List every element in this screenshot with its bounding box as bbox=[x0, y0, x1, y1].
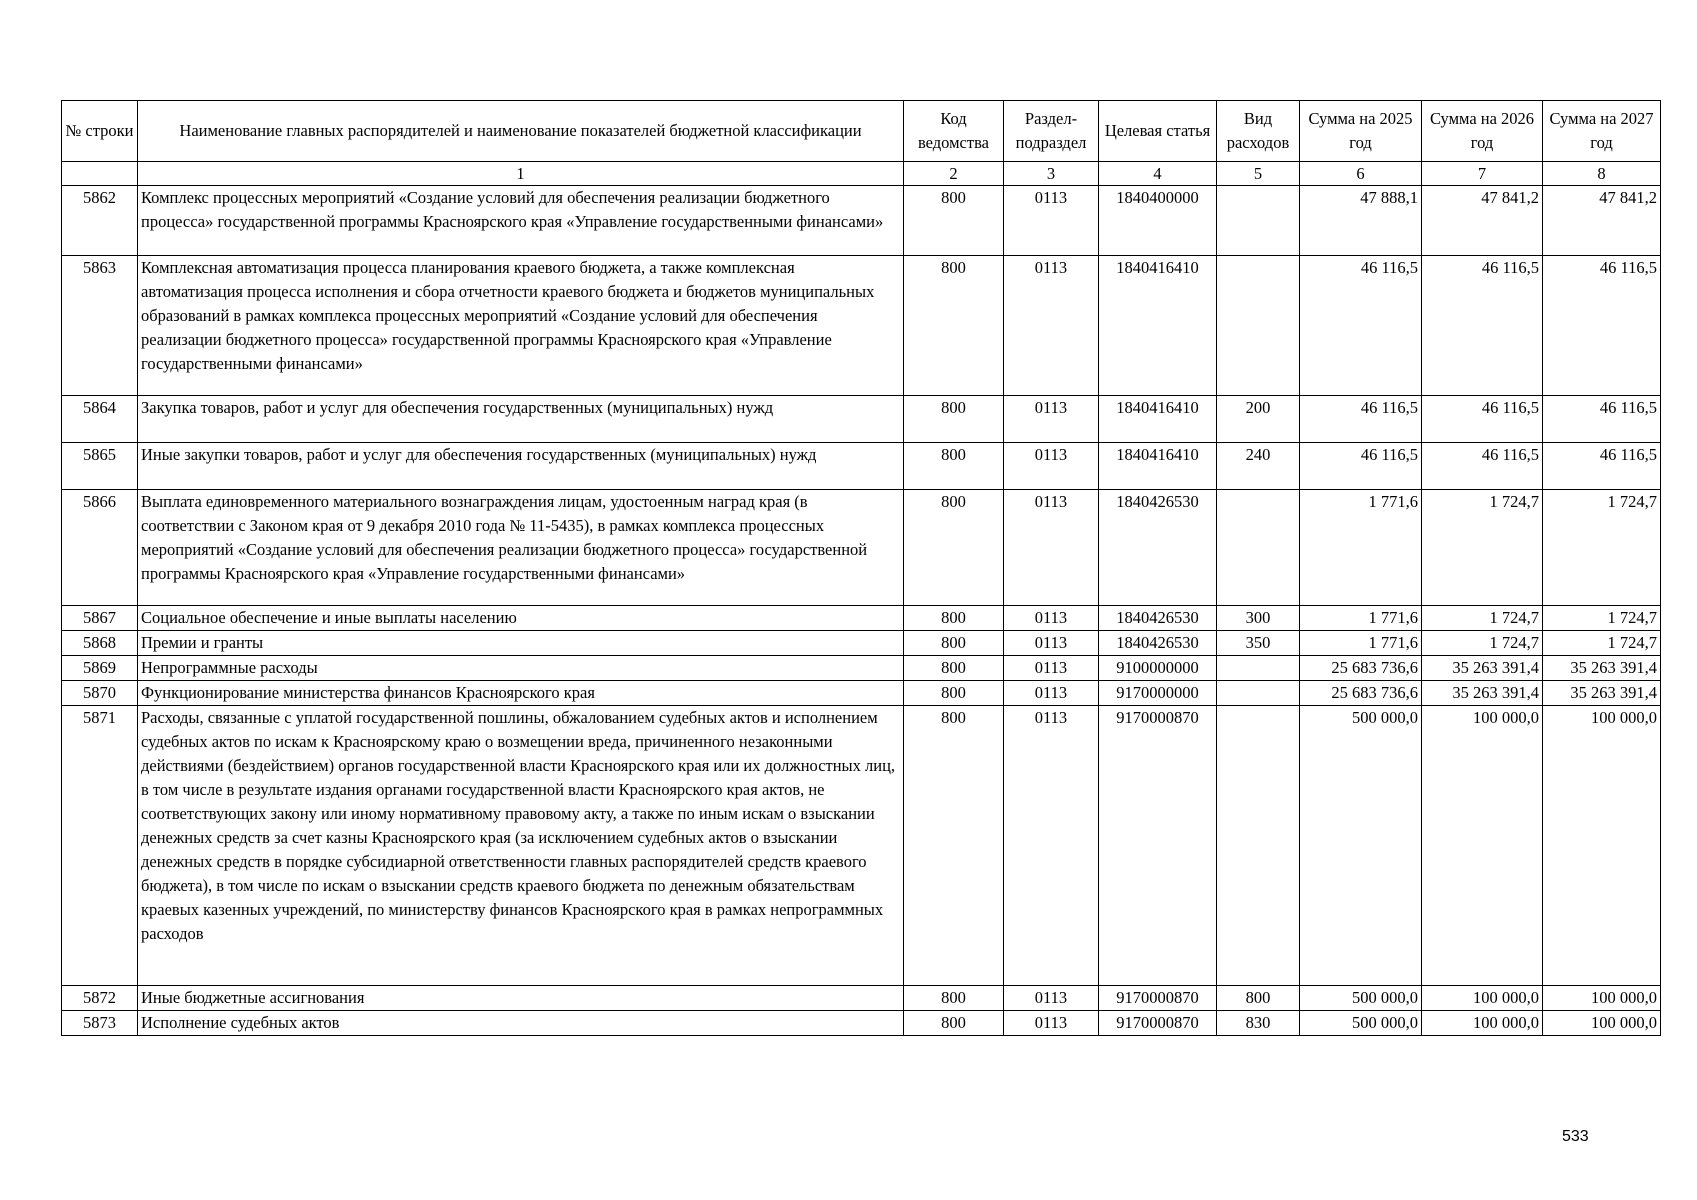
row-expense-type bbox=[1217, 490, 1300, 606]
row-sum-2027: 100 000,0 bbox=[1543, 1011, 1661, 1036]
row-sum-2027: 35 263 391,4 bbox=[1543, 656, 1661, 681]
row-number: 5866 bbox=[62, 490, 138, 606]
row-name: Премии и гранты bbox=[138, 631, 904, 656]
row-sum-2027: 46 116,5 bbox=[1543, 256, 1661, 396]
row-target-article: 1840416410 bbox=[1099, 443, 1217, 490]
row-sum-2025: 1 771,6 bbox=[1300, 490, 1422, 606]
row-number: 5869 bbox=[62, 656, 138, 681]
row-expense-type: 800 bbox=[1217, 986, 1300, 1011]
column-number: 6 bbox=[1300, 162, 1422, 186]
row-sum-2025: 1 771,6 bbox=[1300, 606, 1422, 631]
row-sum-2027: 100 000,0 bbox=[1543, 986, 1661, 1011]
row-expense-type: 240 bbox=[1217, 443, 1300, 490]
row-sum-2025: 25 683 736,6 bbox=[1300, 656, 1422, 681]
row-target-article: 1840426530 bbox=[1099, 490, 1217, 606]
row-expense-type bbox=[1217, 681, 1300, 706]
column-number: 7 bbox=[1422, 162, 1543, 186]
row-name: Расходы, связанные с уплатой государственной пошлины, обжалованием судебных актов и исполнением судебных актов по искам к Красноярскому краю о возмещении вреда, причиненного незаконными действиями (бездействием) органов государственной власти Красноярского края или их должностных лиц, в том числе в результате издания органами государственной власти Красноярского края актов, не соответствующих закону или иному нормативному правовому акту, а также по иным искам о взыскании денежных средств за счет казны Красноярского края (за исключением судебных актов о взыскании денежных средств в порядке субсидиарной ответственности главных распорядителей средств краевого бюджета), в том числе по искам о взыскании средств краевого бюджета по денежным обязательствам краевых казенных учреждений, по министерству финансов Красноярского края в рамках непрограммных расходов bbox=[138, 706, 904, 986]
row-dept-code: 800 bbox=[904, 186, 1004, 256]
row-sum-2027: 1 724,7 bbox=[1543, 606, 1661, 631]
row-section: 0113 bbox=[1004, 631, 1099, 656]
row-sum-2025: 500 000,0 bbox=[1300, 1011, 1422, 1036]
header-dept-code: Код ведомства bbox=[904, 101, 1004, 162]
column-number: 8 bbox=[1543, 162, 1661, 186]
row-dept-code: 800 bbox=[904, 396, 1004, 443]
row-dept-code: 800 bbox=[904, 443, 1004, 490]
row-section: 0113 bbox=[1004, 396, 1099, 443]
row-sum-2026: 47 841,2 bbox=[1422, 186, 1543, 256]
row-target-article: 9170000000 bbox=[1099, 681, 1217, 706]
column-number: 3 bbox=[1004, 162, 1099, 186]
row-number: 5864 bbox=[62, 396, 138, 443]
row-dept-code: 800 bbox=[904, 256, 1004, 396]
row-section: 0113 bbox=[1004, 186, 1099, 256]
column-number: 2 bbox=[904, 162, 1004, 186]
row-expense-type: 200 bbox=[1217, 396, 1300, 443]
row-sum-2026: 46 116,5 bbox=[1422, 396, 1543, 443]
page-number: 533 bbox=[1562, 1128, 1589, 1145]
header-section: Раздел-подраздел bbox=[1004, 101, 1099, 162]
header-sum-2027: Сумма на 2027 год bbox=[1543, 101, 1661, 162]
row-sum-2027: 1 724,7 bbox=[1543, 631, 1661, 656]
row-number: 5872 bbox=[62, 986, 138, 1011]
row-number: 5868 bbox=[62, 631, 138, 656]
row-dept-code: 800 bbox=[904, 1011, 1004, 1036]
row-sum-2026: 46 116,5 bbox=[1422, 256, 1543, 396]
row-sum-2025: 46 116,5 bbox=[1300, 396, 1422, 443]
row-name: Социальное обеспечение и иные выплаты населению bbox=[138, 606, 904, 631]
row-sum-2027: 35 263 391,4 bbox=[1543, 681, 1661, 706]
row-sum-2026: 35 263 391,4 bbox=[1422, 681, 1543, 706]
row-expense-type: 300 bbox=[1217, 606, 1300, 631]
row-sum-2025: 46 116,5 bbox=[1300, 443, 1422, 490]
table-row bbox=[62, 631, 1661, 656]
table-row bbox=[62, 986, 1661, 1011]
column-number: 1 bbox=[138, 162, 904, 186]
row-number: 5870 bbox=[62, 681, 138, 706]
budget-table bbox=[61, 100, 1661, 1036]
column-number: 4 bbox=[1099, 162, 1217, 186]
row-name: Функционирование министерства финансов Красноярского края bbox=[138, 681, 904, 706]
table-row bbox=[62, 443, 1661, 490]
row-target-article: 1840416410 bbox=[1099, 396, 1217, 443]
row-target-article: 9170000870 bbox=[1099, 706, 1217, 986]
row-expense-type: 830 bbox=[1217, 1011, 1300, 1036]
table-row bbox=[62, 186, 1661, 256]
row-number: 5863 bbox=[62, 256, 138, 396]
row-sum-2026: 46 116,5 bbox=[1422, 443, 1543, 490]
row-dept-code: 800 bbox=[904, 986, 1004, 1011]
row-dept-code: 800 bbox=[904, 631, 1004, 656]
row-section: 0113 bbox=[1004, 656, 1099, 681]
row-sum-2025: 25 683 736,6 bbox=[1300, 681, 1422, 706]
header-row-number: № строки bbox=[62, 101, 138, 162]
row-target-article: 9170000870 bbox=[1099, 1011, 1217, 1036]
row-number: 5871 bbox=[62, 706, 138, 986]
row-target-article: 1840400000 bbox=[1099, 186, 1217, 256]
row-name: Закупка товаров, работ и услуг для обеспечения государственных (муниципальных) нужд bbox=[138, 396, 904, 443]
row-number: 5865 bbox=[62, 443, 138, 490]
row-sum-2025: 47 888,1 bbox=[1300, 186, 1422, 256]
row-number: 5873 bbox=[62, 1011, 138, 1036]
row-dept-code: 800 bbox=[904, 490, 1004, 606]
header-name: Наименование главных распорядителей и наименование показателей бюджетной классификации bbox=[138, 101, 904, 162]
row-name: Иные бюджетные ассигнования bbox=[138, 986, 904, 1011]
table-row bbox=[62, 396, 1661, 443]
header-target-article: Целевая статья bbox=[1099, 101, 1217, 162]
row-dept-code: 800 bbox=[904, 681, 1004, 706]
row-name: Исполнение судебных актов bbox=[138, 1011, 904, 1036]
row-section: 0113 bbox=[1004, 706, 1099, 986]
header-expense-type: Вид расходов bbox=[1217, 101, 1300, 162]
header-sum-2026: Сумма на 2026 год bbox=[1422, 101, 1543, 162]
row-number: 5862 bbox=[62, 186, 138, 256]
row-sum-2026: 1 724,7 bbox=[1422, 490, 1543, 606]
row-expense-type bbox=[1217, 256, 1300, 396]
row-sum-2025: 46 116,5 bbox=[1300, 256, 1422, 396]
row-expense-type bbox=[1217, 706, 1300, 986]
table-row bbox=[62, 656, 1661, 681]
table-row bbox=[62, 606, 1661, 631]
row-sum-2025: 1 771,6 bbox=[1300, 631, 1422, 656]
row-name: Непрограммные расходы bbox=[138, 656, 904, 681]
column-number-blank bbox=[62, 162, 138, 186]
column-number: 5 bbox=[1217, 162, 1300, 186]
row-name: Иные закупки товаров, работ и услуг для обеспечения государственных (муниципальных) нужд bbox=[138, 443, 904, 490]
row-sum-2026: 100 000,0 bbox=[1422, 706, 1543, 986]
row-target-article: 1840426530 bbox=[1099, 631, 1217, 656]
row-target-article: 9170000870 bbox=[1099, 986, 1217, 1011]
row-name: Комплекс процессных мероприятий «Создание условий для обеспечения реализации бюджетного процесса» государственной программы Красноярского края «Управление государственными финансами» bbox=[138, 186, 904, 256]
row-target-article: 1840416410 bbox=[1099, 256, 1217, 396]
header-row bbox=[62, 101, 1661, 162]
row-name: Комплексная автоматизация процесса планирования краевого бюджета, а также комплексная автоматизация процесса исполнения и сбора отчетности краевого бюджета и бюджетов муниципальных образований в рамках комплекса процессных мероприятий «Создание условий для обеспечения реализации бюджетного процесса» государственной программы Красноярского края «Управление государственными финансами» bbox=[138, 256, 904, 396]
table-row bbox=[62, 681, 1661, 706]
row-sum-2026: 100 000,0 bbox=[1422, 986, 1543, 1011]
row-section: 0113 bbox=[1004, 1011, 1099, 1036]
row-expense-type bbox=[1217, 656, 1300, 681]
row-sum-2027: 1 724,7 bbox=[1543, 490, 1661, 606]
row-section: 0113 bbox=[1004, 606, 1099, 631]
table-row bbox=[62, 1011, 1661, 1036]
row-sum-2025: 500 000,0 bbox=[1300, 986, 1422, 1011]
table-row bbox=[62, 490, 1661, 606]
row-dept-code: 800 bbox=[904, 706, 1004, 986]
row-target-article: 1840426530 bbox=[1099, 606, 1217, 631]
row-section: 0113 bbox=[1004, 443, 1099, 490]
column-number-row bbox=[62, 162, 1661, 186]
row-sum-2027: 47 841,2 bbox=[1543, 186, 1661, 256]
row-sum-2025: 500 000,0 bbox=[1300, 706, 1422, 986]
row-section: 0113 bbox=[1004, 681, 1099, 706]
row-sum-2027: 100 000,0 bbox=[1543, 706, 1661, 986]
row-sum-2026: 100 000,0 bbox=[1422, 1011, 1543, 1036]
row-name: Выплата единовременного материального вознаграждения лицам, удостоенным наград края (в соответствии с Законом края от 9 декабря 2010 года № 11-5435), в рамках комплекса процессных мероприятий «Создание условий для обеспечения реализации бюджетного процесса» государственной программы Красноярского края «Управление государственными финансами» bbox=[138, 490, 904, 606]
row-sum-2027: 46 116,5 bbox=[1543, 396, 1661, 443]
row-section: 0113 bbox=[1004, 256, 1099, 396]
row-dept-code: 800 bbox=[904, 606, 1004, 631]
table-row bbox=[62, 256, 1661, 396]
row-expense-type: 350 bbox=[1217, 631, 1300, 656]
row-sum-2026: 35 263 391,4 bbox=[1422, 656, 1543, 681]
row-sum-2026: 1 724,7 bbox=[1422, 606, 1543, 631]
row-sum-2026: 1 724,7 bbox=[1422, 631, 1543, 656]
row-expense-type bbox=[1217, 186, 1300, 256]
row-section: 0113 bbox=[1004, 986, 1099, 1011]
row-target-article: 9100000000 bbox=[1099, 656, 1217, 681]
row-dept-code: 800 bbox=[904, 656, 1004, 681]
row-number: 5867 bbox=[62, 606, 138, 631]
table-row bbox=[62, 706, 1661, 986]
header-sum-2025: Сумма на 2025 год bbox=[1300, 101, 1422, 162]
row-section: 0113 bbox=[1004, 490, 1099, 606]
row-sum-2027: 46 116,5 bbox=[1543, 443, 1661, 490]
